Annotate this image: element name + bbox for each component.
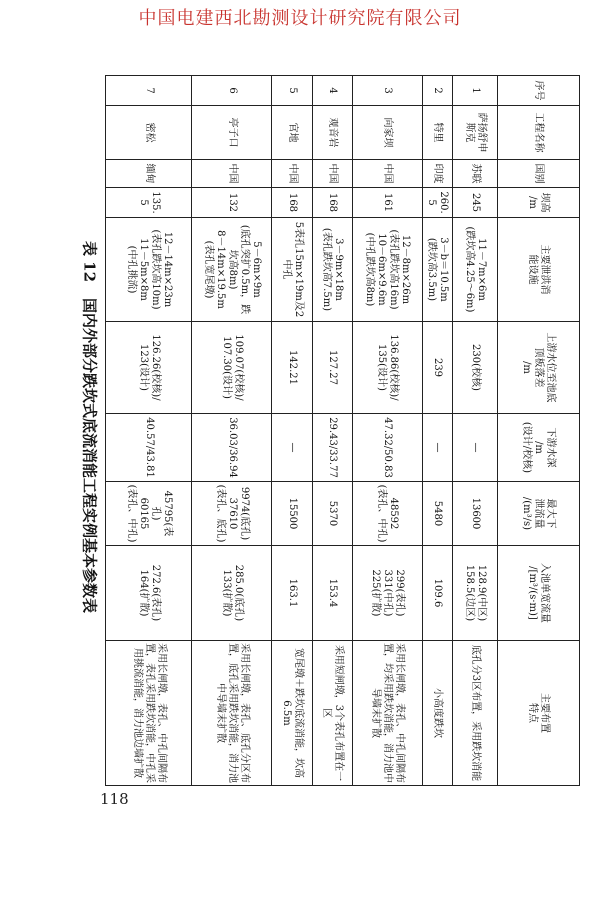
cell-feature: 采用长闸墩，表孔、中孔间隔布置，表孔采用跌坎消能，中孔采用挑流消能，消力池边墙扩散 bbox=[106, 641, 192, 786]
cell-unit: 163.1 bbox=[272, 546, 312, 641]
cell-country: 中国 bbox=[272, 160, 312, 188]
cell-tail: — bbox=[422, 414, 452, 482]
cell-tail: 36.03/36.94 bbox=[192, 414, 272, 482]
cell-no: 1 bbox=[452, 76, 497, 106]
table-container bbox=[105, 75, 580, 785]
cell-name: 官地 bbox=[272, 106, 312, 160]
cell-scheme: 3－b＝10.5m (跌坎高3.5m) bbox=[422, 218, 452, 322]
table-row bbox=[452, 76, 497, 786]
cell-drop: 109.07(校核)/ 107.30(设计) bbox=[192, 322, 272, 414]
cell-unit: 299(表孔) 331(中孔) 225(扩散) bbox=[352, 546, 422, 641]
cell-height: 168 bbox=[272, 188, 312, 218]
cell-feature: 底孔分3区布置，采用跌坎消能 bbox=[452, 641, 497, 786]
cell-no: 4 bbox=[312, 76, 352, 106]
cell-drop: 239 bbox=[422, 322, 452, 414]
cell-unit: 153.4 bbox=[312, 546, 352, 641]
cell-country: 缅甸 bbox=[106, 160, 192, 188]
cell-qmax: 9974(底孔) 37610 (表孔、底孔) bbox=[192, 482, 272, 546]
col-header-scheme: 主要泄洪消 能设施 bbox=[498, 218, 580, 322]
cell-scheme: 5－6m×9m (底孔突扩0.5m，跌坎高8m) 8－14m×19.5m (表孔宽尾墩) bbox=[192, 218, 272, 322]
cell-height: 245 bbox=[452, 188, 497, 218]
cell-drop: 136.86(校核)/ 135(设计) bbox=[352, 322, 422, 414]
cell-tail: — bbox=[272, 414, 312, 482]
table-row bbox=[422, 76, 452, 786]
cell-name: 向家坝 bbox=[352, 106, 422, 160]
cell-country: 印度 bbox=[422, 160, 452, 188]
cell-drop: 127.27 bbox=[312, 322, 352, 414]
col-header-drop: 上游水位至池底 顶板落差 /m bbox=[498, 322, 580, 414]
cell-qmax: 48592 (表孔、中孔) bbox=[352, 482, 422, 546]
cell-height: 135.5 bbox=[106, 188, 192, 218]
table-row bbox=[272, 76, 312, 786]
cell-scheme: 11－7m×6m (跌坎高4.25～6m) bbox=[452, 218, 497, 322]
cell-feature: 小高度跌坎 bbox=[422, 641, 452, 786]
cell-country: 中国 bbox=[312, 160, 352, 188]
col-header-country: 国别 bbox=[498, 160, 580, 188]
cell-tail: 47.32/50.83 bbox=[352, 414, 422, 482]
cell-unit: 285.0(底孔) 133(扩散) bbox=[192, 546, 272, 641]
cell-no: 2 bbox=[422, 76, 452, 106]
cell-feature: 采用长闸墩，表孔、中孔间隔布置，均采用跌坎消能，消力池中导墙末扩散 bbox=[352, 641, 422, 786]
cell-no: 5 bbox=[272, 76, 312, 106]
col-header-height: 坝高 /m bbox=[498, 188, 580, 218]
cell-tail: 29.43/33.77 bbox=[312, 414, 352, 482]
table-row bbox=[106, 76, 192, 786]
col-header-name: 工程名称 bbox=[498, 106, 580, 160]
cell-feature: 采用长闸墩，表孔、底孔分区布置，底孔采用跌坎消能，消力池中导墙末扩散 bbox=[192, 641, 272, 786]
cell-name: 亭子口 bbox=[192, 106, 272, 160]
cell-drop: 126.26(校核)/ 123(设计) bbox=[106, 322, 192, 414]
cell-feature: 采用短闸墩，3个表孔布置在一区 bbox=[312, 641, 352, 786]
cell-unit: 272.6(表孔) 164(扩散) bbox=[106, 546, 192, 641]
cell-tail: 40.57/43.81 bbox=[106, 414, 192, 482]
cell-unit: 109.6 bbox=[422, 546, 452, 641]
cell-scheme: 12－8m×26m (表孔跌坎高16m) 10－6m×9.6m (中孔跌坎高8m) bbox=[352, 218, 422, 322]
cell-height: 161 bbox=[352, 188, 422, 218]
cell-unit: 128.9(中区) 158.5(边区) bbox=[452, 546, 497, 641]
cell-qmax: 5370 bbox=[312, 482, 352, 546]
table-row bbox=[352, 76, 422, 786]
parameter-table bbox=[105, 75, 580, 786]
col-header-no: 序号 bbox=[498, 76, 580, 106]
cell-qmax: 5480 bbox=[422, 482, 452, 546]
cell-no: 3 bbox=[352, 76, 422, 106]
table-label: 表 12 bbox=[80, 240, 99, 283]
cell-qmax: 13600 bbox=[452, 482, 497, 546]
cell-height: 132 bbox=[192, 188, 272, 218]
cell-drop: 230(校核) bbox=[452, 322, 497, 414]
cell-drop: 142.21 bbox=[272, 322, 312, 414]
table-caption bbox=[70, 95, 110, 775]
cell-scheme: 3－9m×18m (表孔跌坎高7.5m) bbox=[312, 218, 352, 322]
cell-name: 密松 bbox=[106, 106, 192, 160]
table-header-row bbox=[498, 76, 580, 786]
cell-country: 中国 bbox=[192, 160, 272, 188]
table-row bbox=[312, 76, 352, 786]
cell-scheme: 12－14m×23m (表孔跌坎高10m) 11－5m×8m (中孔挑流) bbox=[106, 218, 192, 322]
col-header-feature: 主要布置 特点 bbox=[498, 641, 580, 786]
col-header-qmax: 最大下 泄流量 /(m³/s) bbox=[498, 482, 580, 546]
table-title: 国内外部分跌坎式底流消能工程实例基本参数表 bbox=[80, 298, 99, 614]
page-number: 118 bbox=[100, 790, 129, 808]
cell-height: 260.5 bbox=[422, 188, 452, 218]
company-header: 中国电建西北勘测设计研究院有限公司 bbox=[138, 8, 462, 29]
cell-name: 特里 bbox=[422, 106, 452, 160]
cell-country: 中国 bbox=[352, 160, 422, 188]
cell-qmax: 45795(表孔) 60165 (表孔、中孔) bbox=[106, 482, 192, 546]
cell-feature: 宽尾墩＋跌坎底流消能，坎高6.5m bbox=[272, 641, 312, 786]
cell-scheme: 5表孔15m×19m及2中孔 bbox=[272, 218, 312, 322]
cell-no: 7 bbox=[106, 76, 192, 106]
cell-name: 萨扬舒申斯克 bbox=[452, 106, 497, 160]
col-header-unit: 入池单宽流量 /[m³/(s·m)] bbox=[498, 546, 580, 641]
cell-qmax: 15500 bbox=[272, 482, 312, 546]
cell-no: 6 bbox=[192, 76, 272, 106]
col-header-tail: 下游水深 /m (设计/校核) bbox=[498, 414, 580, 482]
table-row bbox=[192, 76, 272, 786]
cell-country: 苏联 bbox=[452, 160, 497, 188]
cell-height: 168 bbox=[312, 188, 352, 218]
cell-tail: — bbox=[452, 414, 497, 482]
cell-name: 观音岩 bbox=[312, 106, 352, 160]
